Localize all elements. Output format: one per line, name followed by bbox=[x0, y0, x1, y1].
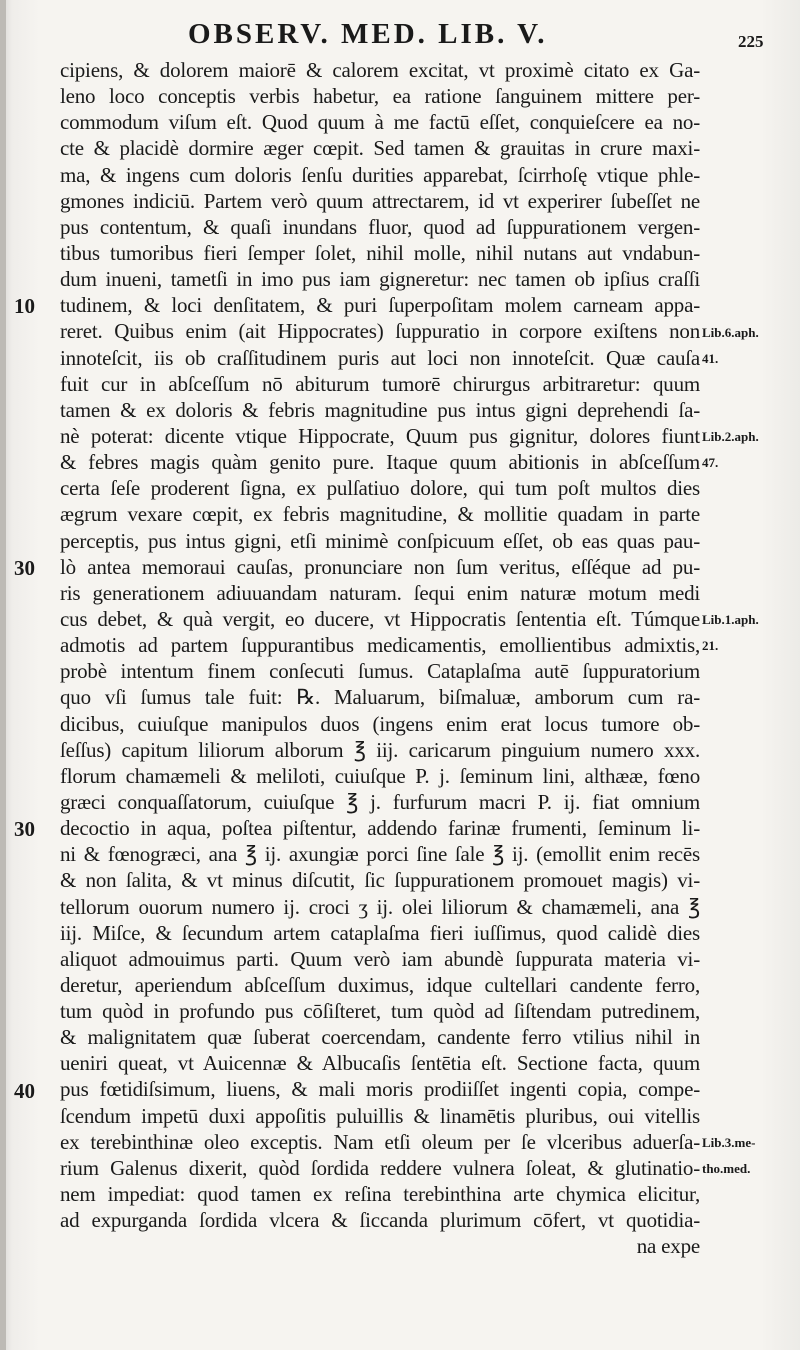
text-line: & non ſalita, & vt minus diſcutit, ſic ſuppurationem promouet magis) vi- bbox=[60, 868, 700, 893]
text-line: dicibus, cuiuſque manipulos duos (ingens enim erat locus tumore ob- bbox=[60, 711, 700, 736]
text-line: nem impediat: quod tamen ex reſina terebinthina arte chymica elicitur, bbox=[60, 1182, 700, 1207]
text-line: rium Galenus dixerit, quòd ſordida reddere vulnera ſoleat, & glutinatio- bbox=[60, 1155, 700, 1180]
text-line: pus fœtidiſsimum, liuens, & mali moris prodiiſſet ingenti copia, compe- bbox=[60, 1077, 700, 1102]
text-line: admotis ad partem ſuppurantibus medicamentis, emollientibus admixtis, bbox=[60, 633, 700, 658]
running-head: OBSERV. MED. LIB. V. bbox=[188, 18, 548, 50]
margin-note: 41. bbox=[702, 350, 719, 366]
text-line: innoteſcit, iis ob craſſitudinem puris aut loci non innoteſcit. Quæ cauſa bbox=[60, 345, 700, 370]
margin-note: Lib.6.aph. bbox=[702, 324, 759, 340]
text-line: deretur, aperiendum abſceſſum duximus, idque cultellari candente ferro, bbox=[60, 972, 700, 997]
text-line: ueniri queat, vt Auicennæ & Albucaſis ſentētia eſt. Sectione facta, quum bbox=[60, 1051, 700, 1076]
text-line: tamen & ex doloris & febris magnitudine pus intus gigni deprehendi ſa- bbox=[60, 397, 700, 422]
text-line: pus contentum, & quaſi inundans fluor, quod ad ſuppurationem vergen- bbox=[60, 214, 700, 239]
margin-note: Lib.1.aph. bbox=[702, 612, 759, 628]
line-number: 30 bbox=[14, 555, 35, 580]
margin-note: tho.med. bbox=[702, 1161, 751, 1177]
text-line: græci conquaſſatorum, cuiuſque ℥ j. furfurum macri P. ij. fiat omnium bbox=[60, 789, 700, 814]
text-line: perceptis, pus intus gigni, etſi minimè conſpicuum eſſet, ob eas quas pau- bbox=[60, 528, 700, 553]
text-line: quo vſi ſumus tale fuit: ℞. Maluarum, biſmaluæ, amborum cum ra- bbox=[60, 685, 700, 710]
page-number: 225 bbox=[738, 32, 764, 51]
text-line: gmones indiciū. Partem verò quum attrectarem, id vt experirer ſubeſſet ne bbox=[60, 188, 700, 213]
line-number: 40 bbox=[14, 1078, 35, 1103]
text-line: & malignitatem quæ ſuberat coercendam, candente ferro vtilius nihil in bbox=[60, 1025, 700, 1050]
text-line: tellorum ouorum numero ij. croci ʒ ij. olei liliorum & chamæmeli, ana ℥ bbox=[60, 894, 700, 919]
text-line: tibus tumoribus fieri ſemper ſolet, nihil molle, nihil nutans aut vndabun- bbox=[60, 240, 700, 265]
text-line: ni & fœnogræci, ana ℥ ij. axungiæ porci ſine ſale ℥ ij. (emollit enim recēs bbox=[60, 842, 700, 867]
text-line: cipiens, & dolorem maiorē & calorem excitat, vt proximè citato ex Ga- bbox=[60, 58, 700, 82]
text-line: tum quòd in profundo pus cōſiſteret, tum quòd ad ſiſtendam putredinem, bbox=[60, 999, 700, 1024]
text-line: florum chamæmeli & meliloti, cuiuſque P. j. ſeminum lini, althææ, fœno bbox=[60, 763, 700, 788]
text-line: ægrum vexare cœpit, ex febris magnitudine, & mollitie quadam in parte bbox=[60, 502, 700, 527]
text-line: lò antea memoraui cauſas, pronunciare non ſum veritus, eſſéque ad pu- bbox=[60, 554, 700, 579]
text-line: tudinem, & loci denſitatem, & puri ſuperpoſitam molem carneam appa- bbox=[60, 293, 700, 318]
text-line: ex terebinthinæ oleo exceptis. Nam etſi oleum per ſe vlceribus aduerſa- bbox=[60, 1129, 700, 1154]
text-line: dum inueni, tametſi in imo pus iam gigneretur: nec tamen ob ipſius craſſi bbox=[60, 267, 700, 292]
margin-note: 47. bbox=[702, 455, 719, 471]
text-line: na expe bbox=[636, 1234, 700, 1259]
text-line: ſcendum impetū duxi appoſitis puluillis & linamētis pluribus, oui vitellis bbox=[60, 1103, 700, 1128]
text-line: & febres magis quàm genito pure. Itaque quum abitionis in abſceſſum bbox=[60, 450, 700, 475]
text-line: nè poterat: dicente vtique Hippocrate, Quum pus gignitur, dolores fiunt bbox=[60, 423, 700, 448]
text-line: ris generationem adiuuandam naturam. ſequi enim naturæ motum medi bbox=[60, 580, 700, 605]
body-text bbox=[60, 57, 700, 1259]
text-line: aliquot admouimus parti. Quum verò iam abundè ſuppurata materia vi- bbox=[60, 946, 700, 971]
text-line: leno loco conceptis verbis habetur, ea ratione ſanguinem mittere per- bbox=[60, 84, 700, 109]
text-line: ma, & ingens cum doloris ſenſu durities apparebat, ſcirrhoſę vtique phle- bbox=[60, 162, 700, 187]
line-number: 30 bbox=[14, 817, 35, 842]
margin-note: 21. bbox=[702, 638, 719, 654]
text-line: cte & placidè dormire æger cœpit. Sed tamen & grauitas in crure maxi- bbox=[60, 136, 700, 161]
text-line: fuit cur in abſceſſum nō abiturum tumorē chirurgus arbitraretur: quum bbox=[60, 371, 700, 396]
text-line: decoctio in aqua, poſtea piſtentur, addendo farinæ frumenti, ſeminum li- bbox=[60, 816, 700, 841]
binding-shadow bbox=[0, 0, 6, 1350]
text-line: iij. Miſce, & ſecundum artem cataplaſma fieri iuſſimus, quod calidè dies bbox=[60, 920, 700, 945]
text-line: cus debet, & quà vergit, eo ducere, vt Hippocratis ſententia eſt. Túmque bbox=[60, 606, 700, 631]
margin-note: Lib.3.me- bbox=[702, 1135, 756, 1151]
text-line: ad expurganda ſordida vlcera & ſiccanda plurimum cōfert, vt quotidia- bbox=[60, 1208, 700, 1233]
text-line: certa ſeſe proderent ſigna, ex pulſatiuo dolore, qui tum poſt multos dies bbox=[60, 476, 700, 501]
line-number: 10 bbox=[14, 294, 35, 319]
text-line: reret. Quibus enim (ait Hippocrates) ſuppuratio in corpore exiſtens non bbox=[60, 319, 700, 344]
text-line: commodum viſum eſt. Quod quum à me factū eſſet, conquieſcere ea no- bbox=[60, 110, 700, 135]
text-line: probè intentum finem conſecuti ſumus. Cataplaſma autē ſuppuratorium bbox=[60, 659, 700, 684]
margin-note: Lib.2.aph. bbox=[702, 429, 759, 445]
page-header bbox=[0, 18, 800, 58]
text-line: ſeſſus) capitum liliorum alborum ℥ iij. caricarum pinguium numero xxx. bbox=[60, 737, 700, 762]
